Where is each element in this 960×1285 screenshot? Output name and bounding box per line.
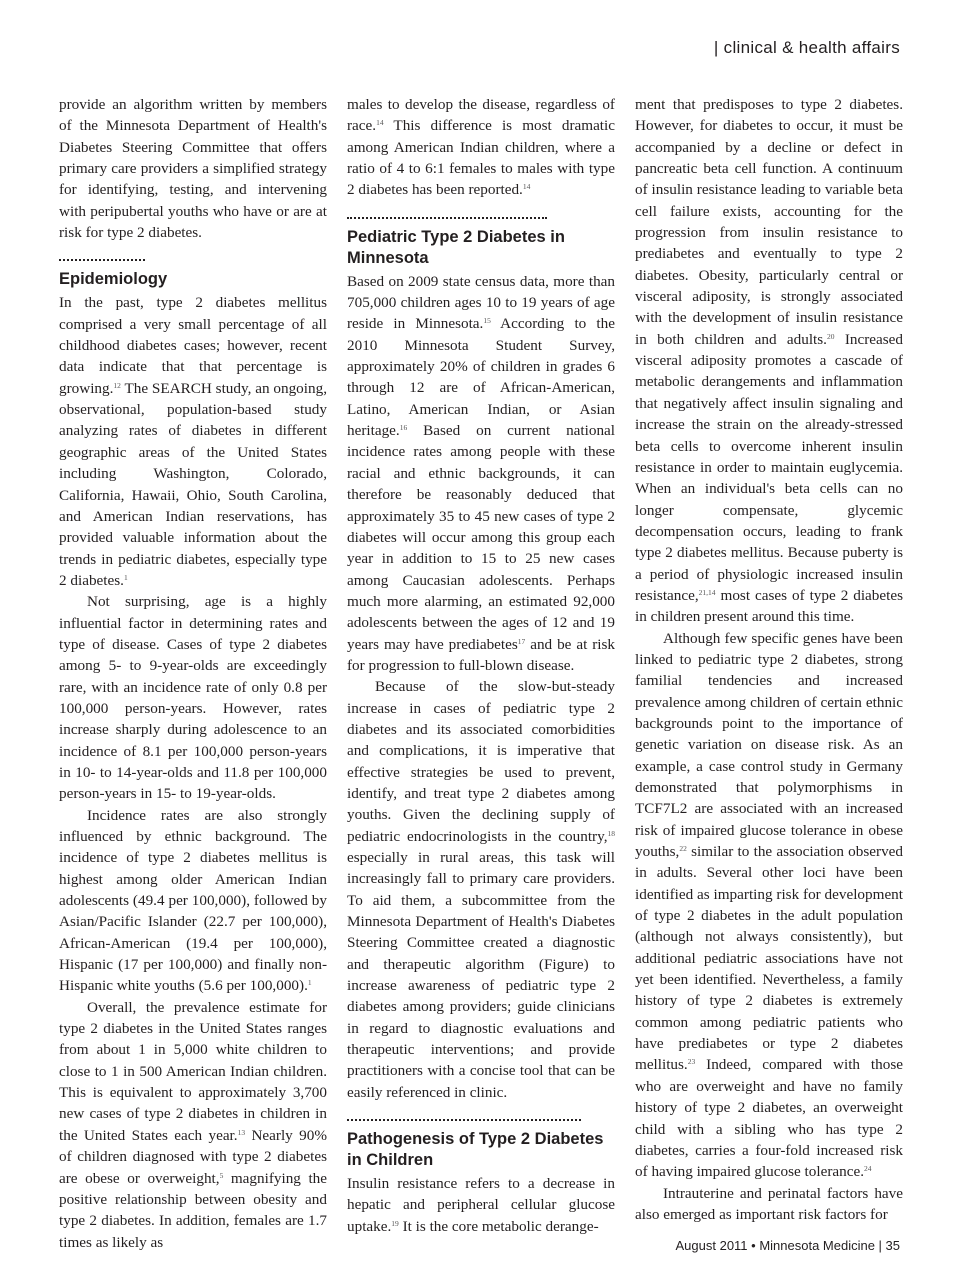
paragraph: Insulin resistance refers to a decrease in hepatic and peripheral cellular glucose uptake.$^{19}$ It is the core metabolic derange- [347,1175,615,1235]
paragraph: Overall, the prevalence estimate for type 2 diabetes in the United States ranges from about 1 in 5,000 white children to close to 1 in 500 American Indian children. This is equivalent to approximately 3,700 new cases of type 2 diabetes in children in the United States each year.$^{13}$ Nearly 90% of children diagnosed with type 2 diabetes are obese or overweight,$^5$ magnifying the positive relationship between obesity and type 2 diabetes. In addition, females are 1.7 times as likely as [59,998,327,1251]
reference-marker: 5 [219,1170,224,1180]
reference-marker: 24 [864,1164,872,1174]
reference-marker: 14 [376,118,384,128]
reference-marker: 12 [113,380,121,390]
reference-marker: 17 [517,636,526,646]
reference-marker: 23 [687,1057,696,1067]
paragraph: Because of the slow-but-steady increase in cases of pediatric type 2 diabetes and its associated comorbidities and complications, it is imperative that effective strategies be used to prevent, identify, and treat type 2 diabetes among youths. Given the declining supply of pediatric endocrinologists in the country,$^{18}$ especially in rural areas, this task will increasingly fall to primary care providers. To aid them, a subcommittee from the Minnesota Department of Health's Diabetes Steering Committee created a diagnostic and therapeutic algorithm (Figure) to increase awareness of pediatric type 2 diabetes among providers; guide clinicians in regard to diagnostic evaluations and therapeutic interventions; and provide practitioners with a concise tool that can be easily referenced in clinic. [347,678,615,1101]
section-divider [59,259,145,261]
paragraph: In the past, type 2 diabetes mellitus comprised a very small percentage of all childhood diabetes cases; however, recent data indicate that that percentage is growing.$^{12}$ The SEARCH study, an ongoing, observational, population-based study analyzing rates of diabetes in different geographic areas of the United States including Washington, Colorado, California, Hawaii, Ohio, South Carolina, and American Indian reservations, has provided valuable information about the trends in pediatric diabetes, especially type 2 diabetes.$^1$ [59,294,327,589]
reference-marker: 22 [679,844,687,854]
reference-marker: 1 [123,572,128,582]
paragraph: Based on 2009 state census data, more than 705,000 children ages 10 to 19 years of age reside in Minnesota.$^{15}$ According to the 2010 Minnesota Student Survey, approximately 20% of children in grades 6 through 12 are of African-American, Latino, American Indian, or Asian heritage.$^{16}$ Based on current national incidence rates among people with these racial and ethnic backgrounds, it can therefore be reasonably deduced that approximately 35 to 45 new cases of type 2 diabetes will occur among this group each year in addition to 15 to 25 new cases among Caucasian adolescents. Perhaps much more alarming, an estimated 92,000 adolescents between the ages of 12 and 19 years may have prediabetes$^{17}$ and be at risk for progression to full-blown disease. [347,272,615,674]
paragraph: Not surprising, age is a highly influential factor in determining rates and type of disease. Cases of type 2 diabetes among 5- to 9-year-olds are exceedingly rare, with an incidence rate of only 0.8 per 100,000 person-years. However, rates increase sharply during adolescence to an incidence of 8.1 per 100,000 person-years in 10- to 14-year-olds and 11.8 per 100,000 person-years in 15- to 19-year-olds. [59,593,327,803]
reference-marker: 16 [399,423,408,433]
paragraph: Although few specific genes have been linked to pediatric type 2 diabetes, strong familial tendencies and increased prevalence among children of certain ethnic backgrounds point to the importance of genetic variation on disease risk. As an example, a case control study in Germany demonstrated that polymorphisms in TCF7L2 are associated with an increased risk of impaired glucose tolerance in obese youths,$^{22}$ similar to the association observed in adults. Several other loci have been identified as imparting risk for development of type 2 diabetes in the adult population (although not always consistently), but additional pediatric associations have not yet been identified. Nevertheless, a family history of type 2 diabetes is extremely common among pediatric patients who have prediabetes or type 2 diabetes mellitus.$^{23}$ Indeed, compared with those who are overweight and have no family history of type 2 diabetes, an overweight child with a sibling who has type 2 diabetes, carries a four-fold increased risk of having impaired glucose tolerance.$^{24}$ [635,629,903,1181]
reference-marker: 13 [237,1127,246,1137]
section-heading-minnesota: Pediatric Type 2 Diabetes in Minnesota [347,227,565,267]
column-3 [635,94,903,1225]
reference-marker: 20 [826,331,835,341]
paragraph: provide an algorithm written by members of the Minnesota Department of Health's Diabetes Steering Committee that offers primary care providers a simplified strategy for identifying, testing, and intervening with peripubertal youths who have or are at risk for type 2 diabetes. [59,96,327,242]
column-2 [347,94,615,1237]
section-divider [347,1119,581,1121]
running-header: | clinical & health affairs [713,38,900,57]
reference-marker: 1 [307,978,312,988]
paragraph: Intrauterine and perinatal factors have also emerged as important risk factors for [635,1184,903,1223]
reference-marker: 18 [607,828,615,838]
page-footer: August 2011 • Minnesota Medicine | 35 [675,1238,900,1253]
paragraph: males to develop the disease, regardless of race.$^{14}$ This difference is most dramatic among American Indian children, where a ratio of 4 to 6:1 females to males with type 2 diabetes has been reported.$^{14}$ [347,96,615,199]
reference-marker: 19 [391,1218,399,1228]
reference-marker: 14 [522,182,531,192]
reference-marker: 21,14 [698,587,716,597]
paragraph: ment that predisposes to type 2 diabetes. However, for diabetes to occur, it must be accompanied by a decline or defect in pancreatic beta cell function. A continuum of insulin resistance leading to variable beta cell failure exists, accounting for the progression from insulin resistance to prediabetes and eventually to type 2 diabetes. Obesity, particularly central or visceral adiposity, is strongly associated with the development of insulin resistance in both children and adults.$^{20}$ Increased visceral adiposity promotes a cascade of metabolic derangements and inflammation that negatively affect insulin signaling and increase the strain on the already-stressed beta cells to overcome inherent insulin resistance in order to maintain euglycemia. When an individual's beta cells can no longer compensate, glycemic decompensation occurs, leading to frank type 2 diabetes mellitus. Because puberty is a period of physiologic increased insulin resistance,$^{21,14}$ most cases of type 2 diabetes in children present around this time. [635,96,903,626]
section-heading-epidemiology: Epidemiology [59,270,168,289]
reference-marker: 15 [483,316,491,326]
paragraph: Incidence rates are also strongly influenced by ethnic background. The incidence of type 2 diabetes mellitus is highest among older American Indian adolescents (49.4 per 100,000), followed by Asian/Pacific Islander (22.7 per 100,000), African-American (19.4 per 100,000), Hispanic (17 per 100,000) and finally non-Hispanic white youths (5.6 per 100,000).$^1$ [59,806,327,995]
column-1 [59,94,327,1253]
section-heading-pathogenesis: Pathogenesis of Type 2 Diabetes in Children [347,1130,604,1170]
section-divider [347,217,547,219]
